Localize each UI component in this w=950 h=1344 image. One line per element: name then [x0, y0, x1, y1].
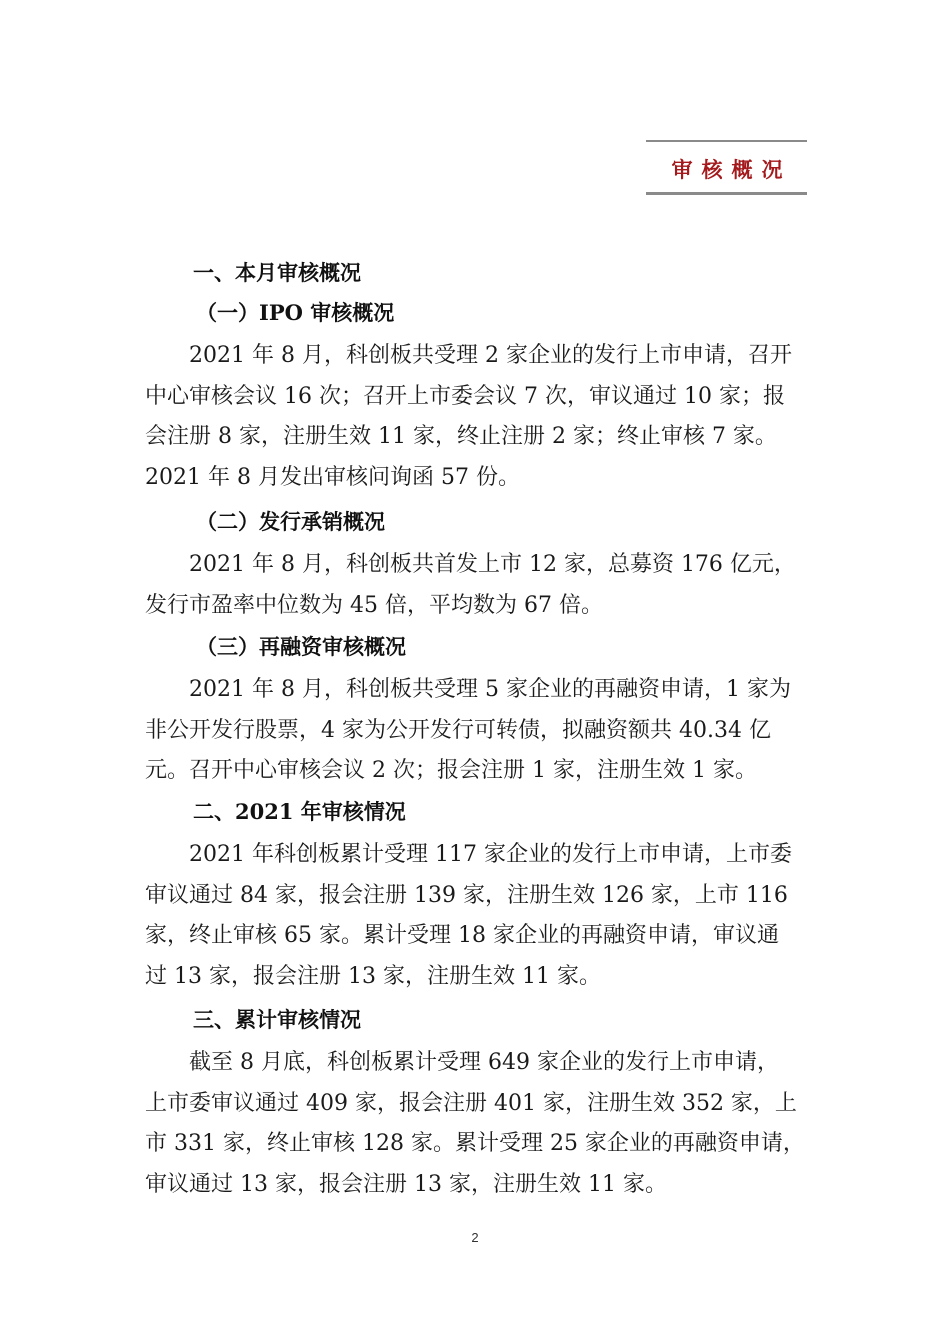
paragraph-2021 [145, 835, 807, 997]
paragraph-ipo [145, 336, 807, 498]
section-badge [646, 140, 807, 195]
section-heading-2021: 二、2021 年审核情况 [193, 799, 406, 824]
paragraph-line: 会注册 8 家，注册生效 11 家，终止注册 2 家；终止审核 7 家。 [145, 424, 777, 449]
paragraph-line: 元。召开中心审核会议 2 次；报会注册 1 家，注册生效 1 家。 [145, 758, 757, 783]
paragraph-line: 截至 8 月底，科创板累计受理 649 家企业的发行上市申请， [189, 1050, 779, 1075]
paragraph-line: 2021 年 8 月，科创板共受理 5 家企业的再融资申请，1 家为 [189, 677, 791, 702]
paragraph-line: 2021 年 8 月发出审核问询函 57 份。 [145, 464, 520, 490]
paragraph-line: 审议通过 84 家，报会注册 139 家，注册生效 126 家，上市 116 [145, 882, 788, 908]
paragraph-cumulative [145, 1043, 807, 1205]
paragraph-refinancing [145, 670, 807, 792]
subheading-ipo: （一）IPO 审核概况 [196, 300, 395, 325]
paragraph-line: 上市委审议通过 409 家，报会注册 401 家，注册生效 352 家，上 [145, 1090, 797, 1116]
paragraph-line: 过 13 家，报会注册 13 家，注册生效 11 家。 [145, 963, 601, 989]
paragraph-line: 2021 年 8 月，科创板共首发上市 12 家，总募资 176 亿元， [189, 552, 796, 577]
paragraph-line: 2021 年 8 月，科创板共受理 2 家企业的发行上市申请，召开 [189, 343, 792, 368]
paragraph-line: 中心审核会议 16 次；召开上市委会议 7 次，审议通过 10 家；报 [145, 383, 785, 409]
page-number: 2 [471, 1230, 479, 1245]
paragraph-line: 审议通过 13 家，报会注册 13 家，注册生效 11 家。 [145, 1171, 667, 1197]
paragraph-line: 家，终止审核 65 家。累计受理 18 家企业的再融资申请，审议通 [145, 923, 779, 948]
paragraph-line: 非公开发行股票，4 家为公开发行可转债，拟融资额共 40.34 亿 [145, 717, 771, 743]
paragraph-line: 发行市盈率中位数为 45 倍，平均数为 67 倍。 [145, 592, 603, 618]
subheading-refinancing: （三）再融资审核概况 [196, 634, 406, 659]
subheading-issuance: （二）发行承销概况 [196, 509, 385, 534]
badge-label: 审核概况 [671, 158, 792, 182]
section-heading-cumulative: 三、累计审核情况 [193, 1007, 361, 1032]
section-heading-monthly: 一、本月审核概况 [193, 260, 361, 285]
paragraph-issuance [145, 545, 807, 626]
paragraph-line: 2021 年科创板累计受理 117 家企业的发行上市申请，上市委 [189, 842, 792, 867]
paragraph-line: 市 331 家，终止审核 128 家。累计受理 25 家企业的再融资申请， [145, 1131, 805, 1156]
